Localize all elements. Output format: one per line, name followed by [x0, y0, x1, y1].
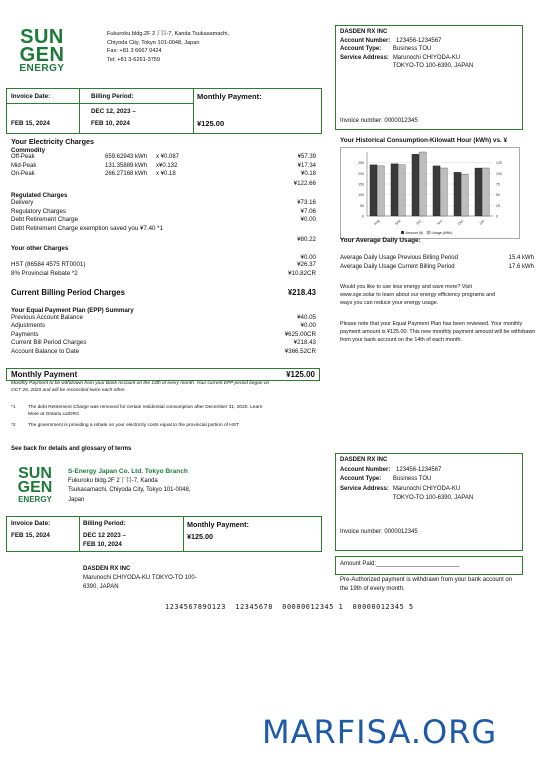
stub-monthly-payment-label: Monthly Payment:	[187, 520, 249, 529]
stub-account-number-label: Account Number:	[340, 466, 391, 473]
stub-account-box	[335, 453, 523, 551]
stub-company	[68, 467, 191, 505]
y-tick-label: 250	[358, 161, 364, 166]
commodity-row-qty: 266.27168 kWh	[105, 171, 148, 178]
commodity-row-amount: ¥0.18	[300, 171, 316, 178]
stub-logo-line-3: ENERGY	[18, 495, 52, 504]
sungen-logo	[14, 28, 70, 74]
account-number: 123456-1234567	[396, 37, 442, 44]
y2-tick-label: 100	[496, 171, 502, 176]
amount-paid-field[interactable]: Amount Paid:_________________________	[340, 561, 460, 567]
service-address-line-1: Marunochi CHIYODA-KU	[392, 54, 461, 61]
footnote-mark: *2	[11, 423, 16, 428]
regulated-row: Delivery ¥73.16	[11, 199, 316, 206]
stub-invoice-date: FEB 15, 2024	[11, 532, 50, 539]
y-tick-label: 150	[358, 182, 364, 187]
address-line-2: Chiyoda City, Tokyo 101-0048, Japan	[107, 39, 200, 46]
y2-tick-label: 0	[496, 214, 498, 219]
stub-customer-line-1: Marunochi CHIYODA-KU TOKYO-TO 100-	[83, 575, 197, 581]
invoice-date: FEB 15, 2024	[11, 120, 50, 127]
y2-tick-label: 50	[496, 193, 500, 198]
x-tick-label: Oct	[415, 218, 423, 226]
service-address-label: Service Address:	[340, 54, 389, 61]
regulated-charges-label: Regulated Charges	[11, 192, 68, 199]
preauth-note: Pre-Authorized payment is withdrawn from your bank account on the 19th of every month.	[340, 577, 513, 592]
daily-usage-curr-value: 17.6 kWh	[508, 264, 534, 270]
stub-billing-end: FEB 10, 2024	[83, 541, 122, 548]
stub-billing-start: DEC 12 2023 –	[83, 532, 127, 539]
commodity-label: Commodity	[11, 147, 46, 154]
legend-usage: Usage (kWh)	[431, 230, 453, 235]
monthly-payment-box-amount: ¥125.00	[286, 370, 315, 379]
commodity-row-rate: x ¥0.18	[156, 171, 176, 178]
address-line-1: Fukuroku bldg.2F 2丁目-7, Kanda Tsukasamachi,	[107, 31, 230, 37]
stub-invoice-number: Invoice number: 0000012345	[340, 529, 418, 535]
commodity-row-name: Mid-Peak	[11, 162, 37, 169]
stub-address-line-1: Fukuroku bldg.2F 2丁目-7, Kanda	[68, 477, 158, 484]
current-charges-amount: ¥218.43	[287, 287, 316, 297]
x-tick-label: Jan	[478, 218, 486, 226]
y2-tick-label: 25	[496, 203, 500, 208]
x-tick-label: Sep	[394, 218, 402, 226]
commodity-row-amount: ¥57.39	[297, 154, 316, 160]
other-charges-label: Your other Charges	[11, 245, 69, 253]
stub-customer-name: DASDEN RX INC	[83, 566, 131, 572]
commodity-row-name: Off-Peak	[11, 154, 35, 160]
other-charges-blank: ¥0.00	[300, 254, 316, 262]
invoice-number: Invoice number: 0000012345	[340, 118, 418, 124]
footnotes	[11, 405, 301, 430]
daily-usage-title: Your Average Daily Usage:	[340, 237, 421, 244]
x-tick-label: Nov	[436, 218, 444, 226]
stub-service-address-label: Service Address:	[340, 485, 389, 492]
stub-account-number: 123456-1234567	[396, 466, 442, 473]
stub-address-line-3: Japan	[68, 496, 85, 503]
bar-usage	[419, 152, 426, 216]
stub-logo	[13, 467, 57, 504]
history-title: Your Historical Consumption-Kilowatt Hour (kWh) vs. ¥	[340, 137, 508, 144]
footnote-mark: *1	[11, 405, 16, 410]
commodity-row-rate: x¥0.132	[156, 162, 178, 169]
commodity-row-qty: 659.62943 kWh	[105, 154, 148, 160]
bar-usage	[377, 166, 384, 216]
x-tick-label: Aug	[373, 218, 381, 226]
bar-usage	[440, 168, 447, 216]
bar-amount	[475, 168, 482, 216]
watermark: MARFISA.ORG	[262, 713, 498, 751]
daily-usage-curr-label: Average Daily Usage Current Billing Period	[340, 264, 455, 270]
stub-address-line-2: Tsukasamachi, Chiyoda City, Tokyo 101-0048,	[68, 487, 191, 494]
account-type: Business TOU	[392, 46, 432, 53]
stub-customer	[83, 565, 197, 592]
logo-line-3: ENERGY	[19, 63, 65, 74]
bar-amount	[433, 166, 440, 216]
other-row: HST (86584 4575 RT0001) ¥26.37	[11, 261, 316, 269]
bar-amount	[412, 154, 419, 216]
see-back-note: See back for details and glossary of terms	[11, 446, 132, 452]
stub-service-line-2: TOKYO-TO 100-6390, JAPAN	[392, 495, 474, 502]
y-tick-label: 50	[360, 203, 364, 208]
legend-swatch-usage	[427, 231, 430, 234]
billing-period-start: DEC 12, 2023 –	[91, 108, 136, 115]
stub-invoice-date-label: Invoice Date:	[11, 520, 51, 527]
monthly-payment-box-label: Monthly Payment	[11, 370, 78, 379]
epp-row: Payments ¥625.00CR	[11, 330, 316, 338]
epp-row: Adjustments ¥0.00	[11, 322, 316, 330]
y2-tick-label: 125	[496, 161, 502, 166]
other-row: 8% Provincial Rebate *2 ¥10.82CR	[11, 269, 316, 277]
footnote-text: The debt Retirement Charge was removed for certain residential consumption after December 31, 2020. Learn More at Ontario.ca/DRC	[28, 405, 263, 417]
account-box	[335, 25, 523, 130]
y-tick-label: 100	[358, 193, 364, 198]
logo-line-2: GEN	[19, 44, 65, 66]
current-charges-label: Current Billing Period Charges	[11, 287, 125, 297]
service-address-line-2: TOKYO-TO 100-6390, JAPAN	[392, 63, 474, 70]
commodity-table	[11, 154, 316, 180]
account-number-label: Account Number:	[340, 37, 391, 44]
commodity-row-rate: x ¥0.087	[156, 154, 180, 160]
stub-service-line-1: Marunochi CHIYODA-KU	[392, 485, 461, 492]
history-chart-frame	[340, 147, 520, 239]
commodity-row-qty: 131.35889 kWh	[105, 162, 148, 169]
stub-company-name: S-Energy Japan Co. Ltd. Tokyo Branch	[68, 468, 188, 475]
bar-usage	[398, 165, 405, 216]
daily-usage-prev-value: 15.4 kWh	[508, 255, 534, 261]
stub-account-name: DASDEN RX INC	[340, 457, 388, 463]
commodity-row-amount: ¥17.34	[297, 162, 316, 169]
stub-logo-line-2: GEN	[17, 479, 53, 496]
bar-amount	[454, 172, 461, 216]
y-tick-label: 0	[362, 214, 364, 219]
company-address	[107, 30, 229, 64]
epp-note: Monthly Payment to be withdrawn from your Bank Account on the 14th of every month. Your current EPP period began on OCT 28, 2020 and will be reconciled twice each other.	[11, 381, 270, 393]
stub-billing-period-label: Billing Period:	[83, 520, 126, 527]
commodity-row-name: On-Peak	[11, 171, 35, 178]
stub-account-type: Business TOU	[392, 476, 432, 483]
logo-line-1: SUN	[20, 26, 64, 48]
electricity-charges	[11, 137, 316, 357]
current-billing-charges	[11, 288, 316, 297]
bar-amount	[370, 165, 377, 216]
monthly-payment-box	[6, 368, 320, 381]
regulated-row: Regulatory Charges ¥7.06	[11, 207, 316, 215]
account-type-label: Account Type:	[340, 46, 382, 53]
stub-account-type-label: Account Type:	[340, 476, 382, 483]
amount-paid-box	[335, 556, 523, 575]
epp-row: Previous Account Balance ¥40.05	[11, 313, 316, 321]
company-tel: Tel: +81 3-6261-3759	[107, 56, 161, 63]
monthly-payment-label: Monthly Payment:	[197, 92, 262, 101]
monthly-payment-amount: ¥125.00	[197, 119, 225, 128]
charges-title: Your Electricity Charges	[11, 137, 94, 146]
x-tick-label: Dec	[457, 218, 465, 226]
micr-line: 123456789O123 12345678 00000012345 1 00000012345 5	[165, 603, 414, 611]
stub-billing-bar	[6, 516, 322, 552]
bar-amount	[391, 164, 398, 216]
regulated-row: Debt Retirement Charge ¥0.00	[11, 216, 316, 224]
stub-monthly-payment: ¥125.00	[187, 532, 213, 541]
daily-usage-table	[340, 254, 534, 272]
legend-amount: Amount (¥)	[405, 230, 424, 235]
regulated-row: Debt Retirement Charge exemption saved you ¥7.40 *1	[11, 224, 164, 232]
legend-swatch-amount	[401, 231, 404, 234]
commodity-total: ¥122.66	[293, 180, 316, 187]
bar-usage	[461, 174, 468, 216]
epp-row: Current Bill Period Charges ¥218.43	[11, 339, 316, 347]
energy-tip: Would you like to use less energy and save more? Visit www.sge.solar to learn about our energy efficiency programs and ways you can reduce your energy usage.	[340, 284, 496, 306]
y-tick-label: 200	[358, 171, 364, 176]
bar-usage	[482, 168, 489, 216]
company-fax: Fax: +81 3 6667 0424	[107, 48, 162, 55]
billing-bar	[6, 88, 322, 134]
epp-notice: Please note that your Equal Payment Plan has been reviewed. Your monthly payment amount is ¥125.00. This new monthly payment amount will be withdrawn from your bank account on the 14th of each month.	[340, 321, 536, 343]
regulated-total: ¥80.22	[297, 236, 316, 244]
invoice-date-label: Invoice Date:	[11, 93, 51, 100]
billing-period-end: FEB 10, 2024	[91, 120, 130, 127]
footnote-text: The government is providing a rebate on your electricity costs equal to the provincial portion of HST	[28, 423, 239, 428]
daily-usage-prev-label: Average Daily Usage Previous Billing Period	[340, 255, 458, 261]
epp-row: Account Balance to Date ¥366.52CR	[11, 347, 316, 355]
epp-title: Your Equal Payment Plan (EPP) Summary	[11, 306, 134, 314]
stub-customer-line-2: 6390, JAPAN	[83, 584, 119, 590]
billing-period-label: Billing Period:	[91, 93, 134, 100]
y2-tick-label: 75	[496, 182, 500, 187]
stub-logo-line-1: SUN	[18, 465, 52, 482]
history-chart	[341, 148, 519, 238]
account-name: DASDEN RX INC	[340, 29, 388, 35]
